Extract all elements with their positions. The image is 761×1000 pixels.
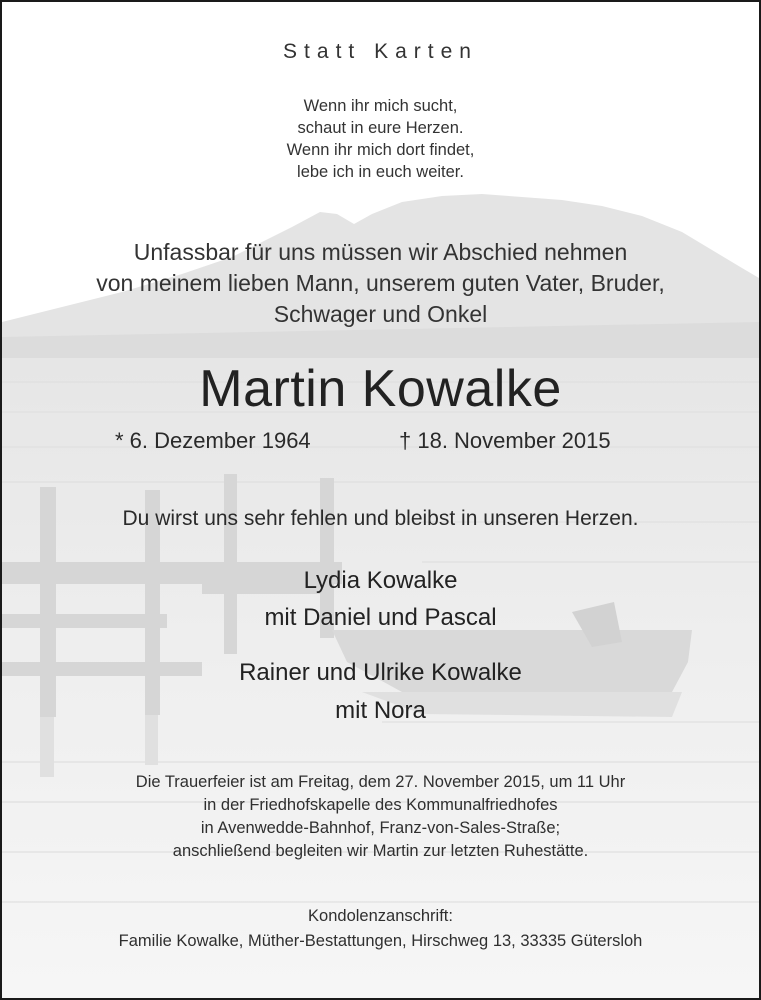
deceased-name: Martin Kowalke bbox=[199, 360, 562, 418]
family-group-1 bbox=[2, 562, 759, 636]
family-line: Lydia Kowalke bbox=[303, 567, 458, 594]
service-line: Die Trauerfeier ist am Freitag, dem 27. November 2015, um 11 Uhr bbox=[135, 773, 626, 791]
intro-line: Schwager und Onkel bbox=[273, 301, 488, 327]
family-line: mit Daniel und Pascal bbox=[264, 604, 497, 631]
death-date: † 18. November 2015 bbox=[399, 428, 611, 453]
header-statt-karten: Statt Karten bbox=[283, 40, 478, 63]
family-line: mit Nora bbox=[335, 697, 426, 724]
intro-line: von meinem lieben Mann, unserem guten Vater, Bruder, bbox=[96, 270, 665, 296]
poem-line: lebe ich in euch weiter. bbox=[297, 163, 464, 181]
service-line: in der Friedhofskapelle des Kommunalfriedhofes bbox=[203, 796, 558, 814]
service-line: in Avenwedde-Bahnhof, Franz-von-Sales-Straße; bbox=[200, 819, 561, 837]
condolence-line: Familie Kowalke, Müther-Bestattungen, Hirschweg 13, 33335 Gütersloh bbox=[118, 932, 643, 950]
family-line: Rainer und Ulrike Kowalke bbox=[239, 659, 522, 686]
birth-date: * 6. Dezember 1964 bbox=[115, 428, 311, 453]
family-group-2 bbox=[2, 654, 759, 730]
condolence-heading: Kondolenzanschrift: bbox=[308, 907, 453, 925]
farewell-text: Du wirst uns sehr fehlen und bleibst in unseren Herzen. bbox=[122, 507, 639, 530]
poem-line: schaut in eure Herzen. bbox=[297, 119, 464, 137]
funeral-service-info bbox=[2, 771, 759, 863]
service-line: anschließend begleiten wir Martin zur letzten Ruhestätte. bbox=[172, 842, 589, 860]
intro-text bbox=[2, 237, 759, 330]
condolence-address bbox=[2, 904, 759, 954]
poem bbox=[2, 95, 759, 183]
poem-line: Wenn ihr mich sucht, bbox=[303, 97, 458, 115]
poem-line: Wenn ihr mich dort findet, bbox=[286, 141, 475, 159]
intro-line: Unfassbar für uns müssen wir Abschied nehmen bbox=[133, 239, 628, 265]
